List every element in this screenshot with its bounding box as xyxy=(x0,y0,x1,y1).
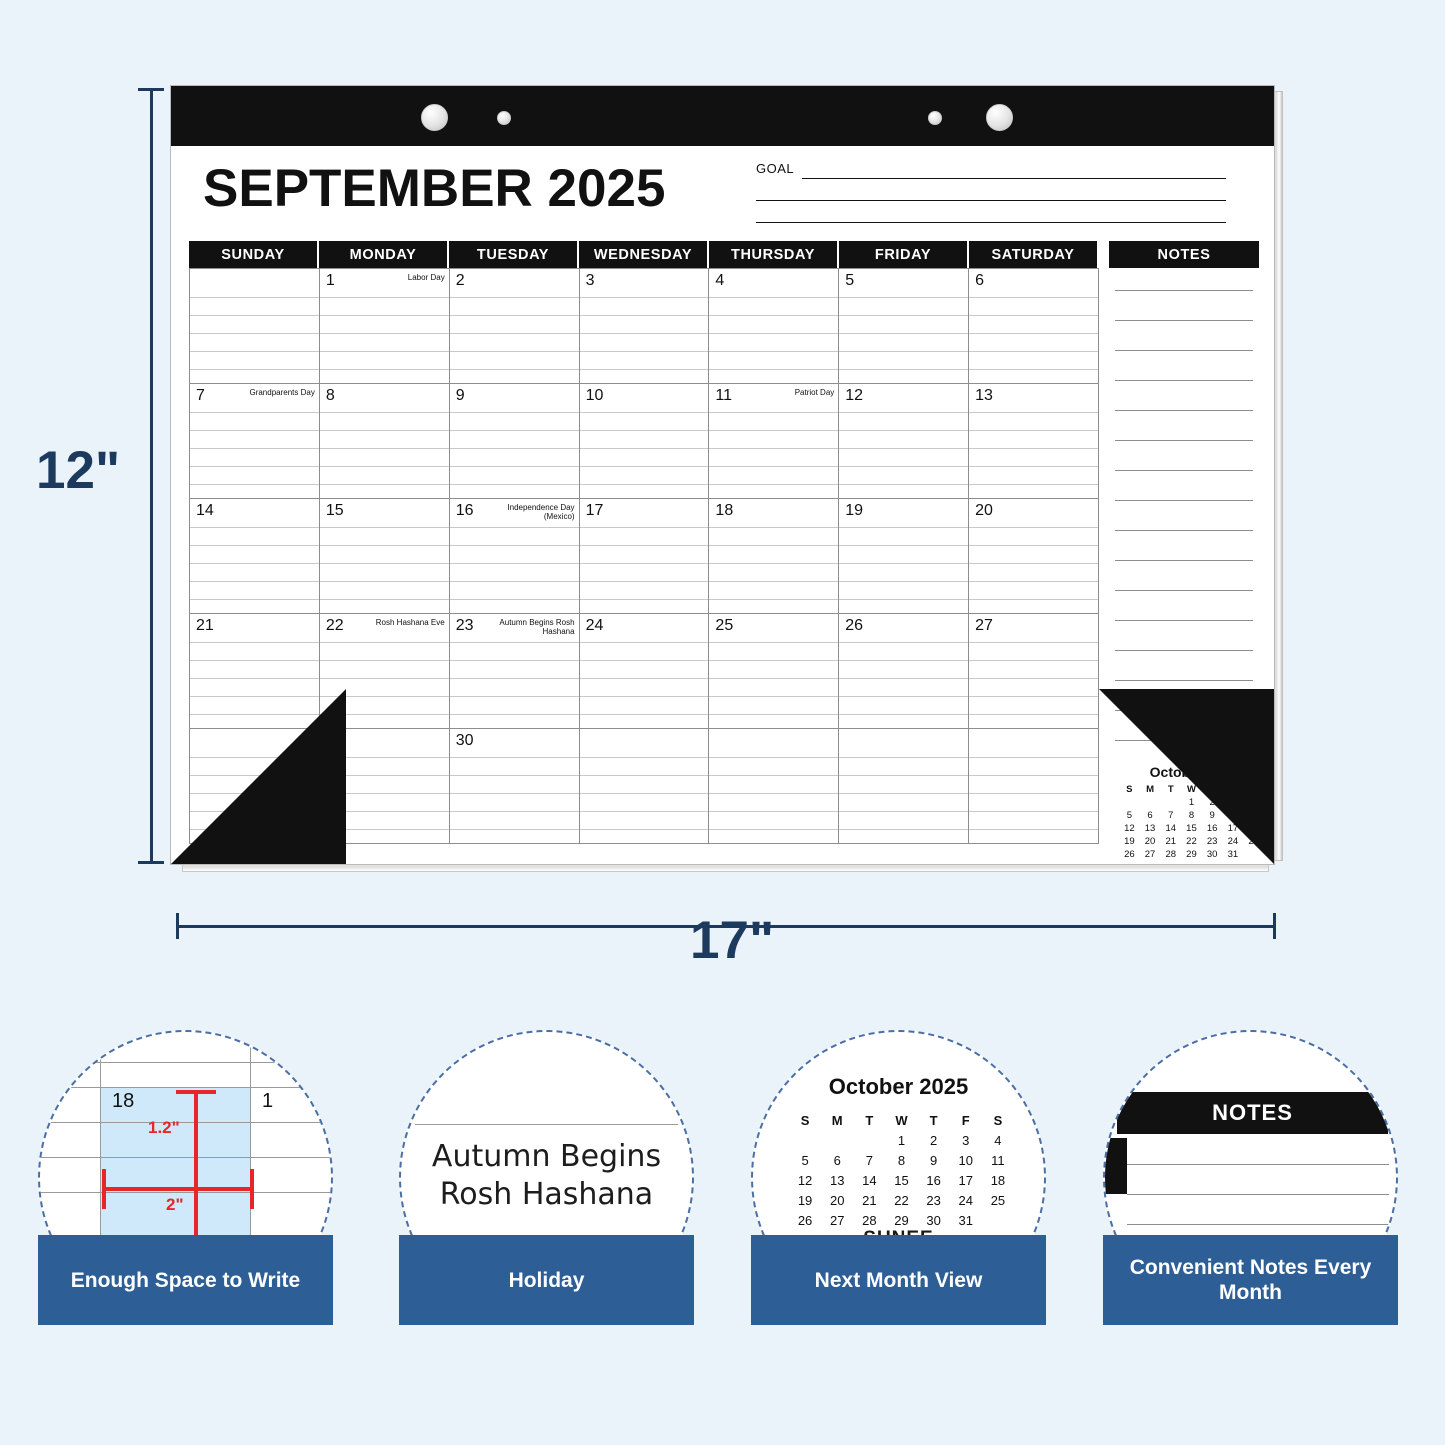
day-cell[interactable] xyxy=(320,499,450,614)
mini-day: 19 xyxy=(1124,836,1135,847)
mini-day: 23 xyxy=(1206,836,1218,847)
mini-day: 11 xyxy=(991,1152,1005,1168)
mini-day: 26 xyxy=(797,1212,813,1228)
day-number: 7 xyxy=(196,387,205,404)
height-dimension-label: 12" xyxy=(36,441,121,500)
feature-1-day-number: 18 xyxy=(112,1090,135,1112)
mini-day: 23 xyxy=(926,1192,941,1208)
day-cell[interactable] xyxy=(580,614,710,729)
weekday-tuesday: TUESDAY xyxy=(449,241,579,268)
mini-day: 7 xyxy=(1168,810,1174,821)
mini-weekday: S xyxy=(1126,784,1133,795)
mini-day: 13 xyxy=(1144,823,1156,834)
day-number: 27 xyxy=(975,617,993,634)
sheet-header xyxy=(171,146,1274,231)
weekday-saturday: SATURDAY xyxy=(969,241,1099,268)
mini-day: 17 xyxy=(958,1172,973,1188)
day-cell[interactable] xyxy=(839,499,969,614)
day-number: 16 xyxy=(455,502,474,519)
mini-day: 2 xyxy=(1209,797,1215,808)
mini-day xyxy=(853,1130,885,1150)
mini-weekday: F xyxy=(961,1112,970,1128)
mini-day: 13 xyxy=(829,1172,845,1188)
mini-day: 29 xyxy=(1186,849,1197,860)
feature-3-mini-table xyxy=(789,1110,1014,1230)
mini-day: 28 xyxy=(1165,849,1177,860)
mini-day: 3 xyxy=(962,1132,970,1148)
day-cell[interactable] xyxy=(450,499,580,614)
mini-day: 6 xyxy=(1147,810,1153,821)
measure-vertical-bar xyxy=(194,1090,198,1242)
mini-day: 10 xyxy=(1227,810,1239,821)
height-tick-top xyxy=(138,88,164,91)
mini-weekday: T xyxy=(865,1112,874,1128)
width-dimension-label: 17" xyxy=(690,911,775,970)
mini-day: 4 xyxy=(994,1132,1002,1148)
day-number: 19 xyxy=(845,502,864,519)
mini-day: 30 xyxy=(926,1212,941,1228)
mini-day: 25 xyxy=(1248,836,1259,847)
mini-weekday: T xyxy=(929,1112,938,1128)
desk-calendar-pad xyxy=(170,85,1275,865)
notes-adjacent-black-block xyxy=(1105,1138,1127,1194)
day-number: 26 xyxy=(845,617,864,634)
day-number: 29 xyxy=(325,732,344,749)
day-cell[interactable] xyxy=(839,384,969,499)
measure-vertical-cap-top xyxy=(176,1090,216,1094)
mini-day: 25 xyxy=(990,1192,1006,1208)
day-holiday-label: Autumn Begins Rosh Hashana xyxy=(499,618,575,636)
mini-day: 21 xyxy=(1165,836,1177,847)
mini-day: 31 xyxy=(958,1212,973,1228)
mini-day: 14 xyxy=(1165,823,1177,834)
width-tick-left xyxy=(176,913,179,939)
day-cell[interactable] xyxy=(580,384,710,499)
weekday-header-bar xyxy=(189,241,1259,268)
mini-weekday: W xyxy=(895,1112,908,1128)
day-number: 30 xyxy=(455,732,474,749)
mini-day: 2 xyxy=(930,1132,938,1148)
day-number: 14 xyxy=(196,502,214,519)
mini-day: 16 xyxy=(926,1172,941,1188)
day-holiday-label: Rosh Hashana Eve xyxy=(375,618,445,627)
mini-day: 10 xyxy=(958,1152,973,1168)
day-number: 20 xyxy=(975,502,993,519)
mini-day: 14 xyxy=(862,1172,877,1188)
height-dimension-line xyxy=(150,88,153,863)
measure-horizontal-cap-right xyxy=(250,1169,254,1209)
mini-day: 9 xyxy=(930,1152,938,1168)
holiday-text-line-2: Rosh Hashana xyxy=(439,1177,654,1212)
feature-2-caption: Holiday xyxy=(399,1235,694,1325)
measure-height-label: 1.2" xyxy=(148,1118,180,1137)
goal-write-line-3 xyxy=(756,222,1226,223)
weekday-wednesday: WEDNESDAY xyxy=(579,241,709,268)
day-number: 10 xyxy=(585,387,604,404)
mini-day: 27 xyxy=(1144,849,1156,860)
height-tick-bottom xyxy=(138,861,164,864)
day-number: 12 xyxy=(845,387,864,404)
day-cell[interactable] xyxy=(969,614,1099,729)
mini-day: 7 xyxy=(865,1152,873,1168)
punch-hole-small-left xyxy=(497,111,511,125)
day-cell[interactable] xyxy=(580,269,710,384)
feature-4-caption: Convenient Notes Every Month xyxy=(1103,1235,1398,1325)
day-number: 2 xyxy=(455,272,465,289)
weekday-monday: MONDAY xyxy=(319,241,449,268)
mini-day: 20 xyxy=(1144,836,1156,847)
day-cell[interactable] xyxy=(969,499,1099,614)
mini-day: 31 xyxy=(1227,849,1239,860)
day-holiday-label: Independence Day (Mexico) xyxy=(507,503,575,521)
day-cell[interactable] xyxy=(969,269,1099,384)
day-cell[interactable] xyxy=(190,269,320,384)
measure-horizontal-cap-left xyxy=(102,1169,106,1209)
day-number: 9 xyxy=(455,387,465,404)
feature-1-caption: Enough Space to Write xyxy=(38,1235,333,1325)
binding-strip xyxy=(171,86,1274,146)
day-cell[interactable] xyxy=(839,729,969,844)
feature-holiday xyxy=(399,1030,694,1325)
day-number: 6 xyxy=(975,272,985,289)
mini-day: 15 xyxy=(1186,823,1197,834)
day-cell[interactable] xyxy=(190,384,320,499)
corner-pocket-right xyxy=(1099,689,1274,864)
day-number: 3 xyxy=(585,272,595,289)
day-cell[interactable] xyxy=(190,499,320,614)
mini-day xyxy=(982,1210,1014,1230)
day-number: 4 xyxy=(715,272,725,289)
mini-weekday: M xyxy=(1146,784,1155,795)
width-tick-right xyxy=(1273,913,1276,939)
feature-next-month-view xyxy=(751,1030,1046,1325)
day-number: 21 xyxy=(196,617,214,634)
mini-day: 18 xyxy=(990,1172,1006,1188)
day-number: 13 xyxy=(975,387,993,404)
day-holiday-label: Labor Day xyxy=(407,273,445,282)
mini-day: 22 xyxy=(894,1192,909,1208)
measure-width-label: 2" xyxy=(166,1195,184,1214)
mini-day: 1 xyxy=(1188,797,1195,808)
feature-3-month-title: October 2025 xyxy=(828,1074,969,1099)
goal-write-line-1 xyxy=(802,178,1226,179)
goal-write-line-2 xyxy=(756,200,1226,201)
mini-day: 19 xyxy=(797,1192,813,1208)
day-cell[interactable] xyxy=(839,269,969,384)
day-number: 1 xyxy=(325,272,335,289)
mini-day: 4 xyxy=(1250,797,1257,808)
day-number: 24 xyxy=(585,617,604,634)
weekday-friday: FRIDAY xyxy=(839,241,969,268)
day-number: 18 xyxy=(715,502,734,519)
day-cell[interactable] xyxy=(450,614,580,729)
mini-day: 28 xyxy=(862,1212,877,1228)
day-cell[interactable] xyxy=(709,499,839,614)
mini-day xyxy=(789,1130,821,1150)
day-cell[interactable] xyxy=(320,384,450,499)
holiday-text xyxy=(401,1138,692,1214)
mini-day: 9 xyxy=(1209,810,1215,821)
punch-hole-large-right xyxy=(986,104,1013,131)
mini-day xyxy=(821,1130,853,1150)
mini-day: 24 xyxy=(958,1192,973,1208)
notes-header-bar: NOTES xyxy=(1117,1092,1388,1134)
mini-weekday: T xyxy=(1209,784,1216,795)
mini-day: 3 xyxy=(1230,797,1236,808)
weekday-thursday: THURSDAY xyxy=(709,241,839,268)
day-number: 5 xyxy=(845,272,855,289)
feature-1-day-number: 1 xyxy=(262,1090,274,1112)
day-number: 8 xyxy=(325,387,335,404)
calendar-sheet xyxy=(170,85,1275,865)
mini-weekday: T xyxy=(1167,784,1174,795)
day-cell[interactable] xyxy=(839,614,969,729)
day-number: 17 xyxy=(585,502,604,519)
day-number: 15 xyxy=(325,502,344,519)
mini-day: 21 xyxy=(862,1192,877,1208)
mini-day: 22 xyxy=(1186,836,1197,847)
mini-weekday: S xyxy=(1250,784,1257,795)
mini-day: 30 xyxy=(1206,849,1218,860)
mini-day: 17 xyxy=(1227,823,1239,834)
day-number: 25 xyxy=(715,617,734,634)
day-cell[interactable] xyxy=(580,729,710,844)
mini-day: 12 xyxy=(797,1172,813,1188)
month-title: SEPTEMBER 2025 xyxy=(203,159,666,218)
mini-day: 20 xyxy=(829,1192,845,1208)
mini-day: 27 xyxy=(829,1212,845,1228)
goal-label: GOAL xyxy=(756,161,795,176)
day-holiday-label: Grandparents Day xyxy=(249,388,315,397)
mini-day: 16 xyxy=(1206,823,1218,834)
mini-day: 24 xyxy=(1227,836,1239,847)
punch-hole-large-left xyxy=(421,104,448,131)
measure-horizontal-bar xyxy=(102,1187,254,1191)
holiday-text-line-1: Autumn Begins xyxy=(431,1139,662,1174)
corner-pocket-left xyxy=(171,689,346,864)
day-cell[interactable] xyxy=(709,384,839,499)
day-cell[interactable] xyxy=(969,729,1099,844)
mini-day: 29 xyxy=(894,1212,909,1228)
day-number: 11 xyxy=(715,387,733,404)
day-cell[interactable] xyxy=(709,729,839,844)
day-number: 23 xyxy=(455,617,474,634)
day-cell[interactable] xyxy=(450,269,580,384)
mini-day: 8 xyxy=(897,1152,906,1168)
mini-weekday: F xyxy=(1229,784,1236,795)
holiday-rule-line-1 xyxy=(415,1124,678,1125)
mini-day: 5 xyxy=(801,1152,809,1168)
mini-day: 12 xyxy=(1124,823,1135,834)
mini-day: 8 xyxy=(1188,810,1195,821)
mini-day: 18 xyxy=(1248,823,1259,834)
mini-day: 26 xyxy=(1124,849,1135,860)
mini-day: 15 xyxy=(894,1172,909,1188)
feature-convenient-notes xyxy=(1103,1030,1398,1325)
day-cell[interactable] xyxy=(450,729,580,844)
feature-space-to-write xyxy=(38,1030,333,1325)
mini-weekday: M xyxy=(831,1112,843,1128)
mini-weekday: W xyxy=(1186,784,1196,795)
day-holiday-label: Patriot Day xyxy=(794,388,835,397)
day-number: 22 xyxy=(325,617,344,634)
punch-hole-small-right xyxy=(928,111,942,125)
day-cell[interactable] xyxy=(580,499,710,614)
weekday-sunday: SUNDAY xyxy=(189,241,319,268)
mini-day: 5 xyxy=(1126,810,1132,821)
mini-weekday: S xyxy=(800,1112,810,1128)
mini-day: 1 xyxy=(897,1132,906,1148)
feature-3-caption: Next Month View xyxy=(751,1235,1046,1325)
day-cell[interactable] xyxy=(709,614,839,729)
mini-day: 11 xyxy=(1248,810,1259,821)
goal-block[interactable] xyxy=(756,160,1226,178)
mini-month-title: October 2025 xyxy=(1149,764,1239,780)
day-cell[interactable] xyxy=(709,269,839,384)
notes-column-header: NOTES xyxy=(1109,241,1259,268)
day-cell[interactable] xyxy=(320,269,450,384)
mini-weekday: S xyxy=(993,1112,1003,1128)
mini-day: 6 xyxy=(833,1152,841,1168)
day-cell[interactable] xyxy=(450,384,580,499)
day-cell[interactable] xyxy=(969,384,1099,499)
